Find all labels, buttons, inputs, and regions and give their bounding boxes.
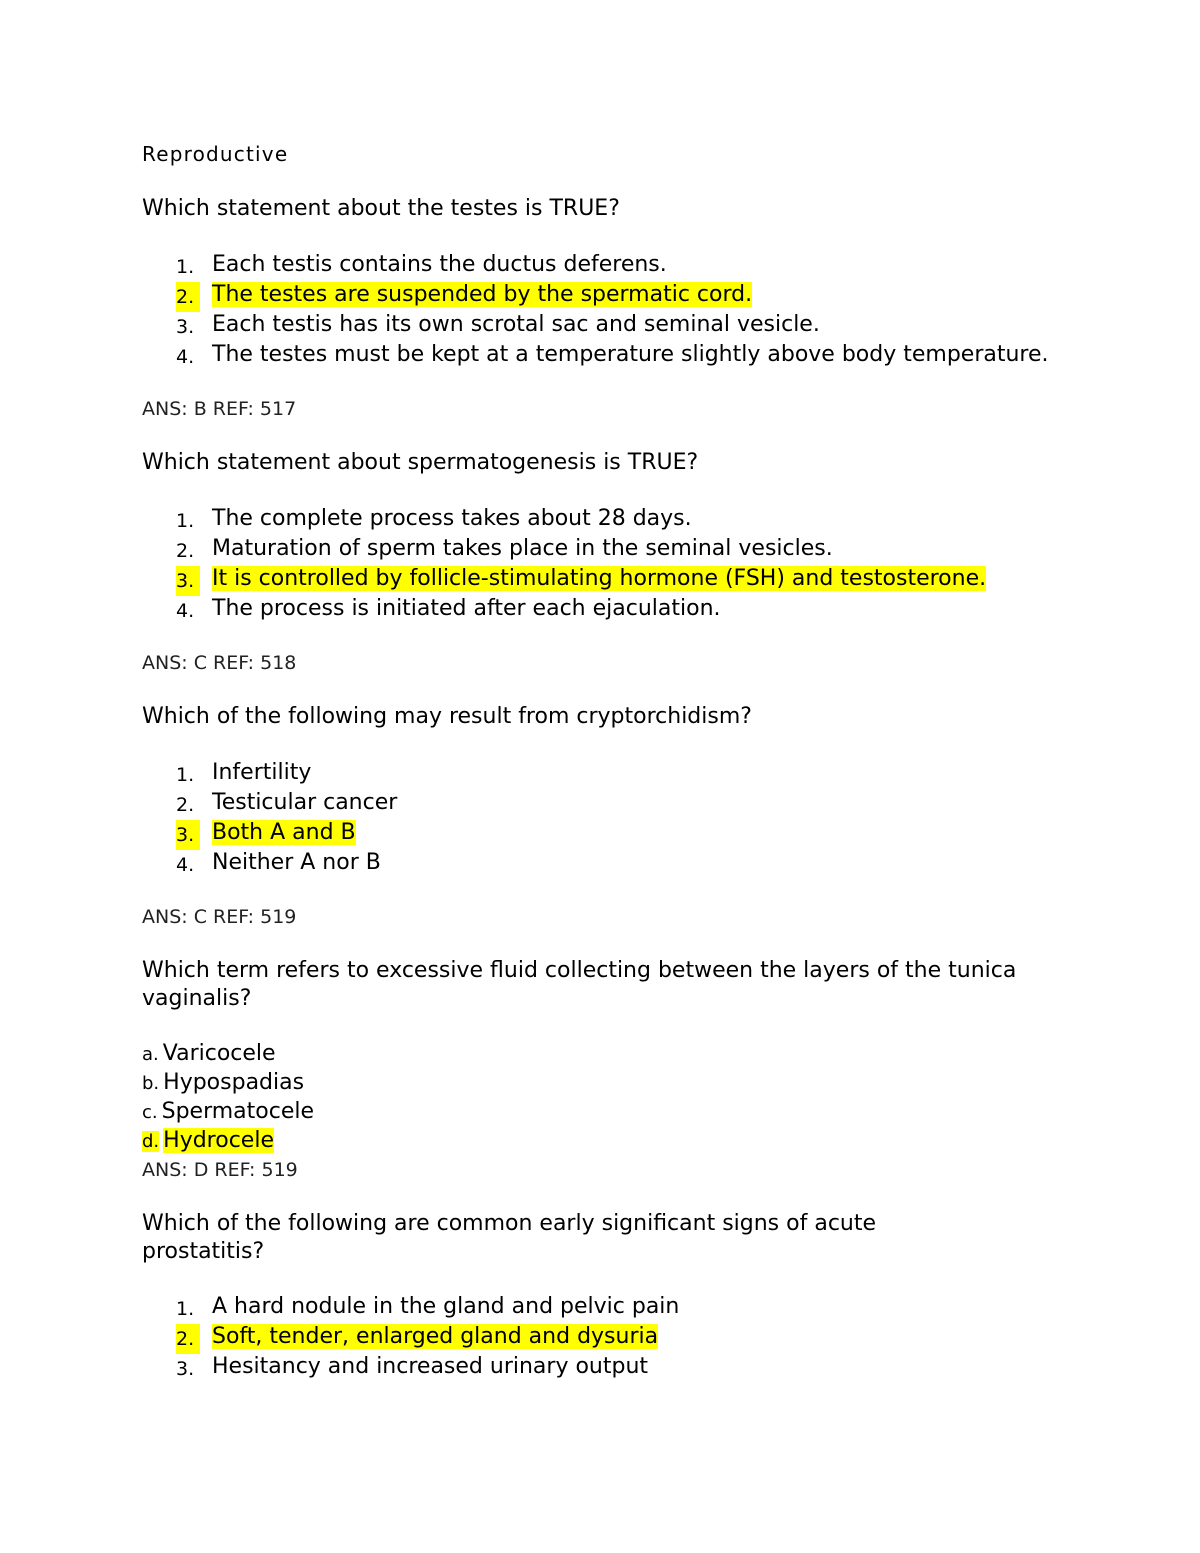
option-letter: c. bbox=[142, 1102, 158, 1123]
section-title: Reproductive bbox=[142, 142, 289, 166]
option-number: 4. bbox=[176, 346, 195, 368]
option-number: 4. bbox=[176, 600, 195, 622]
option-item bbox=[142, 758, 1102, 788]
option-text: Soft, tender, enlarged gland and dysuria bbox=[212, 1324, 659, 1349]
option-number: 2. bbox=[176, 282, 200, 312]
answer-line: ANS: B REF: 517 bbox=[142, 398, 297, 420]
option-item-correct bbox=[142, 818, 1102, 848]
document-page bbox=[142, 140, 1102, 1382]
option-list bbox=[142, 1292, 1102, 1382]
option-item-correct bbox=[142, 1322, 1102, 1352]
question-text: Which of the following are common early significant signs of acute prostatitis? bbox=[142, 1211, 877, 1264]
option-item bbox=[142, 788, 1102, 818]
option-item bbox=[142, 1292, 1102, 1322]
option-text: A hard nodule in the gland and pelvic pain bbox=[212, 1294, 680, 1319]
question-text: Which of the following may result from cryptorchidism? bbox=[142, 704, 752, 729]
option-text: Hypospadias bbox=[163, 1070, 305, 1095]
question-block bbox=[142, 703, 1102, 931]
question-block bbox=[142, 195, 1102, 423]
question-block bbox=[142, 449, 1102, 677]
option-number: 3. bbox=[176, 820, 200, 850]
option-text: The testes must be kept at a temperature slightly above body temperature. bbox=[212, 342, 1049, 367]
option-text: Infertility bbox=[212, 760, 312, 785]
option-list bbox=[142, 1040, 1102, 1156]
option-letter: d. bbox=[142, 1131, 160, 1152]
option-text: The process is initiated after each ejaculation. bbox=[212, 596, 721, 621]
option-item bbox=[142, 310, 1102, 340]
option-number: 1. bbox=[176, 764, 195, 786]
option-item bbox=[142, 1098, 1102, 1127]
question-block bbox=[142, 1210, 1102, 1382]
option-list bbox=[142, 250, 1102, 370]
option-number: 1. bbox=[176, 1298, 195, 1320]
option-item bbox=[142, 534, 1102, 564]
option-item bbox=[142, 1352, 1102, 1382]
option-letter: a. bbox=[142, 1044, 159, 1065]
option-item-correct bbox=[142, 1127, 1102, 1156]
option-text: It is controlled by follicle-stimulating hormone (FSH) and testosterone. bbox=[212, 566, 987, 591]
option-number: 3. bbox=[176, 316, 195, 338]
option-text: Varicocele bbox=[162, 1041, 276, 1066]
answer-line: ANS: C REF: 518 bbox=[142, 652, 297, 674]
question-text: Which term refers to excessive fluid collecting between the layers of the tunica vaginalis? bbox=[142, 958, 1017, 1011]
option-text: The complete process takes about 28 days. bbox=[212, 506, 692, 531]
option-item bbox=[142, 594, 1102, 624]
question-text: Which statement about spermatogenesis is TRUE? bbox=[142, 450, 699, 475]
option-number: 1. bbox=[176, 510, 195, 532]
option-text: Each testis contains the ductus deferens. bbox=[212, 252, 667, 277]
option-text: Hesitancy and increased urinary output bbox=[212, 1354, 649, 1379]
answer-line: ANS: D REF: 519 bbox=[142, 1159, 298, 1181]
option-text: Testicular cancer bbox=[212, 790, 398, 815]
option-text: Spermatocele bbox=[161, 1099, 315, 1124]
option-item-correct bbox=[142, 564, 1102, 594]
option-list bbox=[142, 758, 1102, 878]
option-number: 2. bbox=[176, 540, 195, 562]
option-text: The testes are suspended by the spermatic cord. bbox=[212, 282, 753, 307]
answer-line: ANS: C REF: 519 bbox=[142, 906, 297, 928]
option-list bbox=[142, 504, 1102, 624]
option-text: Both A and B bbox=[212, 820, 356, 845]
option-text: Each testis has its own scrotal sac and seminal vesicle. bbox=[212, 312, 820, 337]
option-item bbox=[142, 1040, 1102, 1069]
option-letter: b. bbox=[142, 1073, 160, 1094]
option-item bbox=[142, 1069, 1102, 1098]
option-number: 1. bbox=[176, 256, 195, 278]
question-text: Which statement about the testes is TRUE? bbox=[142, 196, 620, 221]
option-text: Maturation of sperm takes place in the seminal vesicles. bbox=[212, 536, 833, 561]
option-text: Hydrocele bbox=[163, 1128, 274, 1153]
option-number: 3. bbox=[176, 1358, 195, 1380]
option-item bbox=[142, 848, 1102, 878]
option-number: 2. bbox=[176, 1324, 200, 1354]
option-number: 3. bbox=[176, 566, 200, 596]
option-number: 4. bbox=[176, 854, 195, 876]
option-item bbox=[142, 250, 1102, 280]
question-block bbox=[142, 957, 1102, 1184]
option-item-correct bbox=[142, 280, 1102, 310]
option-item bbox=[142, 340, 1102, 370]
option-item bbox=[142, 504, 1102, 534]
option-number: 2. bbox=[176, 794, 195, 816]
option-text: Neither A nor B bbox=[212, 850, 381, 875]
